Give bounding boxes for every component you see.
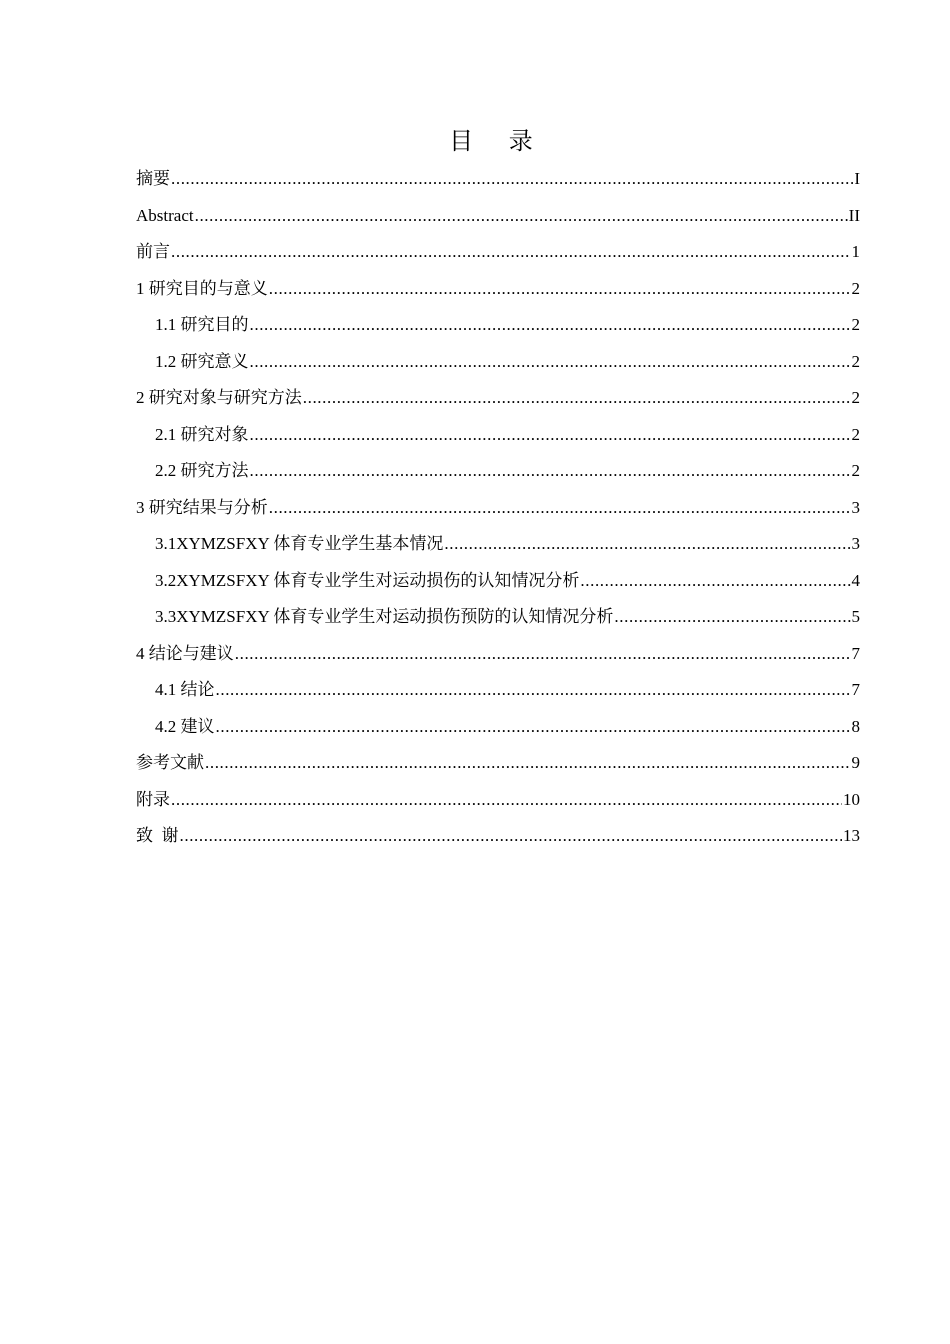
toc-entry-page: 2 [851, 388, 860, 407]
toc-leader-dots [250, 307, 851, 344]
toc-entry-section-2-1[interactable] [136, 417, 860, 454]
toc-leader-dots [180, 818, 843, 855]
toc-leader-dots [444, 526, 850, 563]
toc-entry-page: 2 [851, 351, 860, 371]
toc-entry-label: 2 研究对象与研究方法 [136, 388, 302, 407]
toc-entry-section-2-2[interactable] [136, 453, 860, 490]
toc-entry-page: 8 [851, 716, 860, 736]
toc-leader-dots [269, 490, 851, 527]
toc-entry-label: 前言 [136, 242, 170, 261]
toc-entry-page: 13 [843, 826, 860, 845]
toc-entry-page: 7 [851, 680, 860, 699]
toc-entry-preface[interactable] [136, 234, 860, 271]
toc-entry-label: 参考文献 [136, 753, 204, 772]
toc-entry-label: 附录 [136, 789, 170, 809]
toc-entry-label: 4 结论与建议 [136, 643, 234, 663]
toc-entry-page: 2 [851, 315, 860, 334]
toc-entry-label: 3.3XYMZSFXY 体育专业学生对运动损伤预防的认知情况分析 [155, 607, 614, 626]
toc-entry-page: I [854, 169, 860, 188]
toc-entry-section-1[interactable] [136, 271, 860, 308]
toc-leader-dots [614, 599, 850, 636]
toc-leader-dots [195, 198, 848, 235]
toc-entry-acknowledgements[interactable] [136, 818, 860, 855]
toc-entry-section-3-2[interactable] [136, 563, 860, 600]
toc-entry-section-4[interactable] [136, 636, 860, 673]
toc-entry-label: 2.1 研究对象 [155, 424, 249, 444]
toc-leader-dots [303, 380, 851, 417]
toc-entry-section-2[interactable] [136, 380, 860, 417]
toc-entry-references[interactable] [136, 745, 860, 782]
toc-title: 目 录 [449, 127, 547, 155]
toc-entry-page: 9 [851, 753, 860, 772]
toc-entry-page: 3 [851, 534, 860, 553]
toc-entry-section-3-1[interactable] [136, 526, 860, 563]
toc-entry-label: 3.2XYMZSFXY 体育专业学生对运动损伤的认知情况分析 [155, 570, 580, 590]
toc-entry-page: 4 [851, 570, 860, 590]
toc-entry-abstract-en[interactable] [136, 198, 860, 235]
toc-leader-dots [171, 234, 851, 271]
toc-entry-abstract-cn[interactable] [136, 161, 860, 198]
toc-entry-label: 4.2 建议 [155, 716, 215, 736]
toc-entry-label: 3.1XYMZSFXY 体育专业学生基本情况 [155, 534, 444, 553]
toc-entry-appendix[interactable] [136, 782, 860, 819]
toc-entry-section-1-1[interactable] [136, 307, 860, 344]
toc-leader-dots [250, 344, 851, 381]
toc-leader-dots [205, 745, 851, 782]
toc-entry-page: II [848, 205, 860, 225]
table-of-contents [136, 161, 860, 855]
toc-entry-label: 3 研究结果与分析 [136, 497, 268, 517]
toc-entry-section-3[interactable] [136, 490, 860, 527]
toc-leader-dots [250, 453, 851, 490]
toc-entry-section-4-2[interactable] [136, 709, 860, 746]
toc-entry-page: 2 [851, 424, 860, 444]
toc-entry-page: 2 [851, 278, 860, 298]
toc-entry-page: 2 [851, 461, 860, 480]
toc-entry-label: 1.2 研究意义 [155, 351, 249, 371]
toc-leader-dots [250, 417, 851, 454]
toc-leader-dots [580, 563, 850, 600]
toc-entry-label: 致 谢 [136, 826, 179, 845]
toc-entry-label: Abstract [136, 205, 194, 225]
toc-leader-dots [269, 271, 851, 308]
toc-entry-section-4-1[interactable] [136, 672, 860, 709]
toc-entry-section-1-2[interactable] [136, 344, 860, 381]
toc-entry-page: 10 [843, 789, 860, 809]
toc-leader-dots [216, 672, 851, 709]
toc-leader-dots [171, 161, 853, 198]
toc-entry-label: 2.2 研究方法 [155, 461, 249, 480]
toc-entry-label: 4.1 结论 [155, 680, 215, 699]
toc-leader-dots [216, 709, 851, 746]
toc-entry-section-3-3[interactable] [136, 599, 860, 636]
toc-leader-dots [235, 636, 851, 673]
toc-entry-page: 1 [851, 242, 860, 261]
toc-entry-page: 5 [851, 607, 860, 626]
toc-leader-dots [171, 782, 842, 819]
toc-entry-page: 7 [851, 643, 860, 663]
toc-entry-label: 摘要 [136, 169, 170, 188]
toc-entry-label: 1.1 研究目的 [155, 315, 249, 334]
toc-entry-page: 3 [851, 497, 860, 517]
toc-entry-label: 1 研究目的与意义 [136, 278, 268, 298]
